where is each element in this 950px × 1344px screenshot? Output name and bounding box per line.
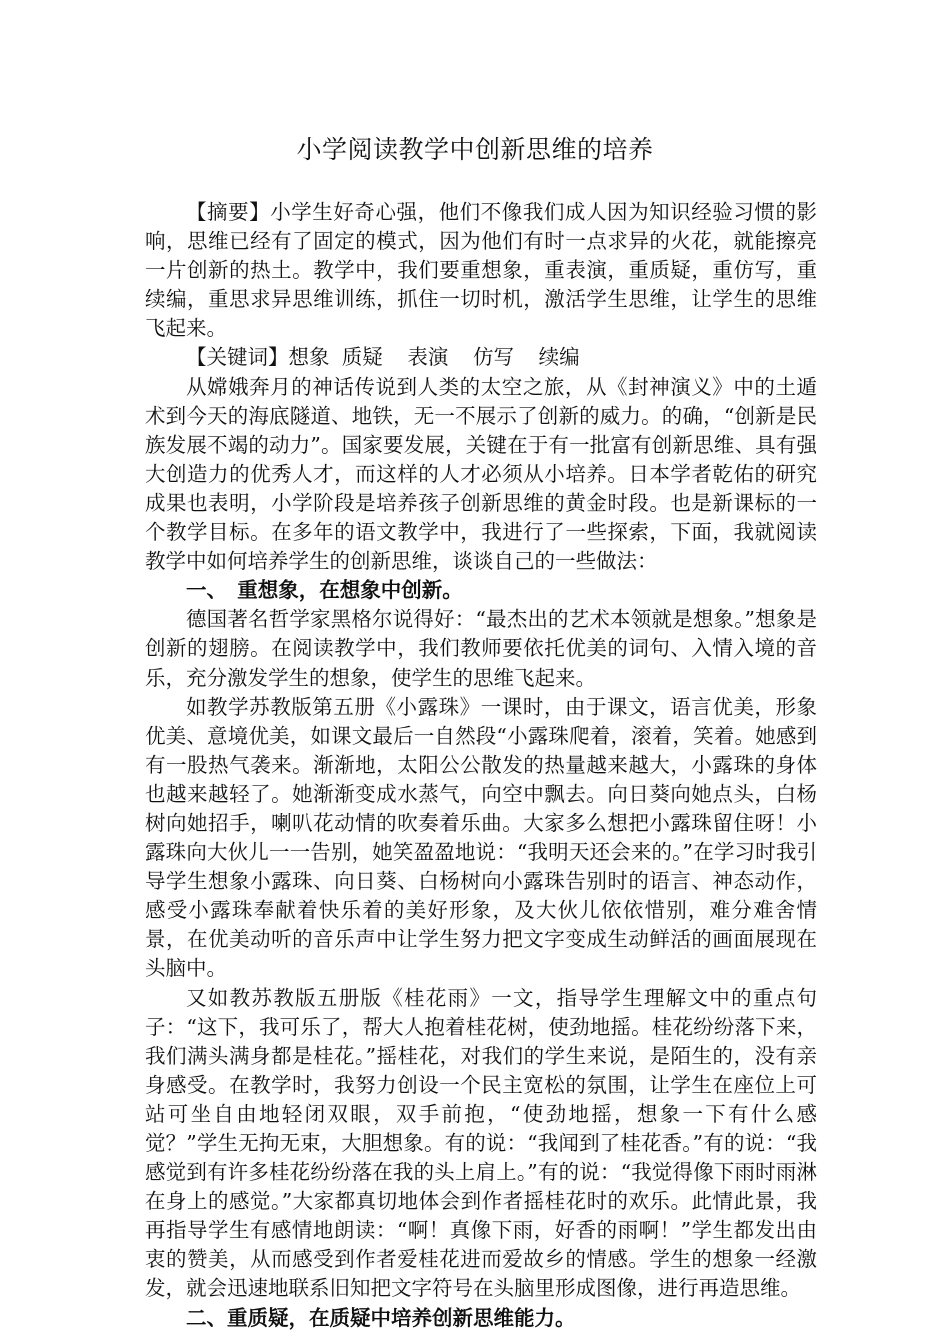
document-title: 小学阅读教学中创新思维的培养	[296, 135, 654, 164]
section1-paragraph: 又如教苏教版五册版《桂花雨》一文，指导学生理解文中的重点句子：“这下，我可乐了，帮大人抱着桂花树，使劲地摇。桂花纷纷落下来，我们满头满身都是桂花。”摇桂花，对我们的学生来说，是陌生的，没有亲身感受。在教学时，我努力创设一个民主宽松的氛围，让学生在座位上可站可坐自由地轻闭双眼，双手前抱，“使劲地摇，想象一下有什么感觉？”学生无拘无束，大胆想象。有的说：“我闻到了桂花香。”有的说：“我感觉到有许多桂花纷纷落在我的头上肩上。”有的说：“我觉得像下雨时雨淋在身上的感觉。”大家都真切地体会到作者摇桂花时的欢乐。此情此景，我再指导学生有感情地朗读：“啊！真像下雨，好香的雨啊！”学生都发出由衷的赞美，从而感受到作者爱桂花进而爱故乡的情感。学生的想象一经激发，就会迅速地联系旧知把文字符号在头脑里形成图像，进行再造思维。	[145, 985, 817, 1301]
keyword: 仿写	[472, 345, 514, 370]
section-heading-1: 一、 重想象，在想象中创新。	[186, 578, 463, 603]
section-heading-2: 二、重质疑，在质疑中培养创新思维能力。	[186, 1305, 576, 1330]
document-body	[145, 198, 817, 1333]
keywords-label: 【关键词】	[186, 345, 289, 370]
keyword: 续编	[538, 345, 580, 370]
intro-paragraph: 从嫦娥奔月的神话传说到人类的太空之旅，从《封神演义》中的土遁术到今天的海底隧道、地铁，无一不展示了创新的威力。的确，“创新是民族发展不竭的动力”。国家要发展，关键在于有一批富有创新思维、具有强大创造力的优秀人才，而这样的人才必须从小培养。日本学者乾佑的研究成果也表明，小学阶段是培养孩子创新思维的黄金时段。也是新课标的一个教学目标。在多年的语文教学中，我进行了一些探索，下面，我就阅读教学中如何培养学生的创新思维，谈谈自己的一些做法：	[145, 374, 817, 574]
keyword: 想象	[288, 345, 330, 370]
abstract-paragraph: 【摘要】小学生好奇心强，他们不像我们成人因为知识经验习惯的影响，思维已经有了固定的模式，因为他们有时一点求异的火花，就能擦亮一片创新的热土。教学中，我们要重想象，重表演，重质疑，重仿写，重续编，重思求异思维训练，抓住一切时机，激活学生思维，让学生的思维飞起来。	[145, 200, 817, 341]
keyword: 质疑	[341, 345, 383, 370]
section1-paragraph: 如教学苏教版第五册《小露珠》一课时，由于课文，语言优美，形象优美、意境优美，如课文最后一自然段“小露珠爬着，滚着，笑着。她感到有一股热气袭来。渐渐地，太阳公公散发的热量越来越大，小露珠的身体也越来越轻了。她渐渐变成水蒸气，向空中飘去。向日葵向她点头，白杨树向她招手，喇叭花动情的吹奏着乐曲。大家多么想把小露珠留住呀！小露珠向大伙儿一一告别，她笑盈盈地说：“我明天还会来的。”在学习时我引导学生想象小露珠、向日葵、白杨树向小露珠告别时的语言、神态动作，感受小露珠奉献着快乐着的美好形象，及大伙儿依依惜别，难分难舍情景，在优美动听的音乐声中让学生努力把文字变成生动鲜活的画面展现在头脑中。	[145, 694, 817, 981]
keywords-line	[145, 343, 817, 372]
section1-paragraph: 德国著名哲学家黑格尔说得好：“最杰出的艺术本领就是想象。”想象是创新的翅膀。在阅读教学中，我们教师要依托优美的词句、入情入境的音乐，充分激发学生的想象，使学生的思维飞起来。	[145, 607, 817, 690]
keywords-list	[289, 345, 592, 369]
keyword: 表演	[407, 345, 449, 370]
